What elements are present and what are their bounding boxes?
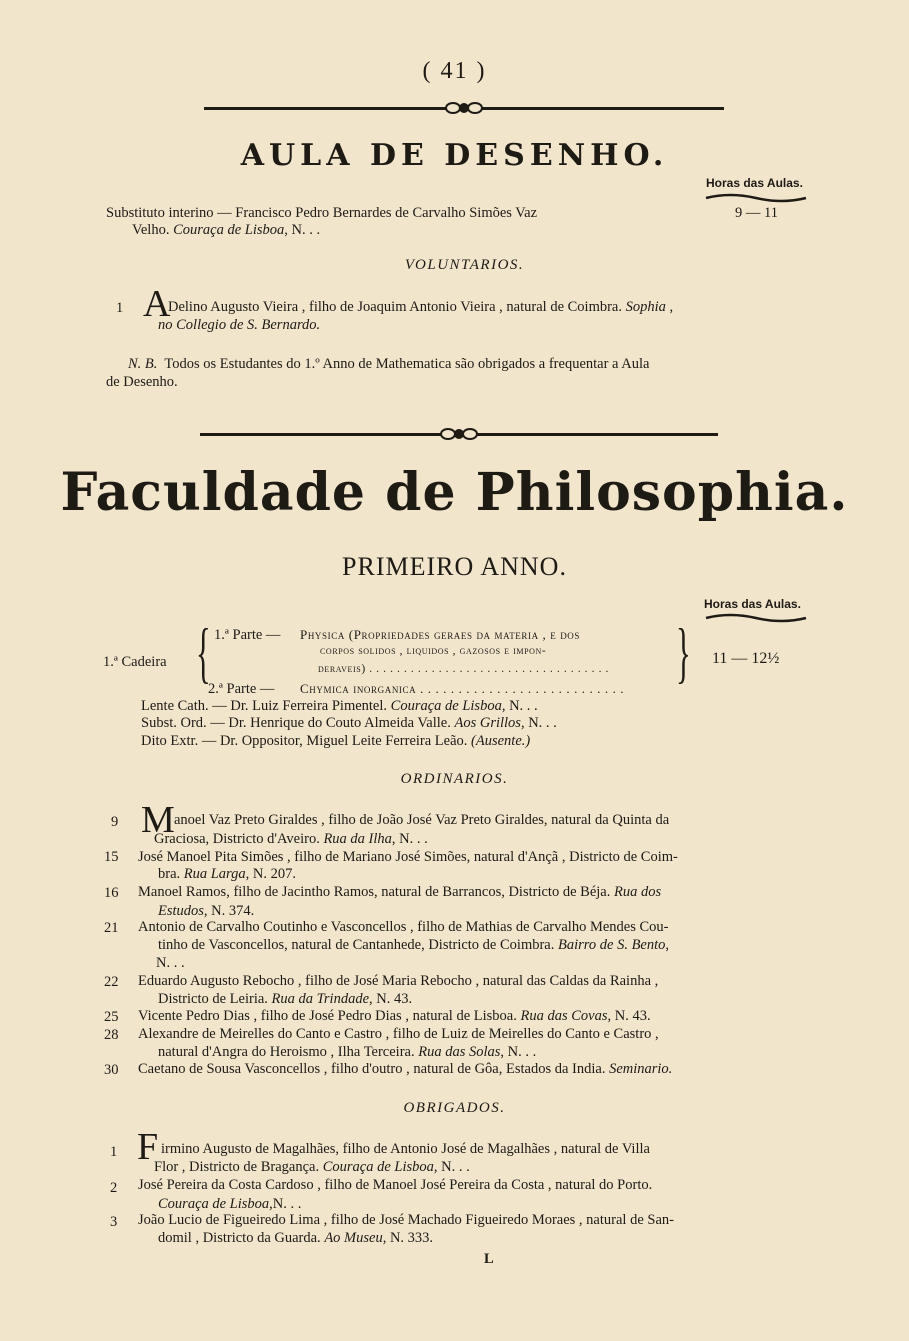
parte2-label: 2.ª Parte — xyxy=(208,681,275,697)
obr-line: José Pereira da Costa Cardoso , filho de Manoel José Pereira da Costa , natural do Porto. xyxy=(138,1177,653,1193)
drop-cap-f: F xyxy=(137,1126,159,1168)
ord-num: 9 xyxy=(111,814,119,830)
left-brace: { xyxy=(196,614,211,690)
parte2-text: Chymica inorganica . . . . . . . . . . . . . . . . . . . . . . . . . . . xyxy=(300,681,625,696)
ornamental-rule-top xyxy=(204,102,724,116)
ord-num: 16 xyxy=(104,885,119,901)
page-number: ( 41 ) xyxy=(422,58,487,84)
aula-title: AULA DE DESENHO. xyxy=(240,138,669,173)
subst-line: Subst. Ord. — Dr. Henrique do Couto Almeida Valle. Aos Grillos, N. . . xyxy=(141,715,557,731)
cadeira-label: 1.ª Cadeira xyxy=(103,654,167,670)
lente-line: Lente Cath. — Dr. Luiz Ferreira Pimentel. Couraça de Lisboa, N. . . xyxy=(141,698,538,714)
ord-num: 21 xyxy=(104,920,119,936)
nota-bene-line2: de Desenho. xyxy=(106,374,178,390)
ord-line: José Manoel Pita Simões , filho de Mariano José Simões, natural d'Ançã , Districto de Coim- xyxy=(138,849,678,865)
voluntario-number: 1 xyxy=(116,300,124,316)
obr-num: 1 xyxy=(110,1144,118,1160)
ord-line: natural d'Angra do Heroismo , Ilha Terceira. Rua das Solas, N. . . xyxy=(158,1044,537,1060)
drop-cap-m: M xyxy=(141,799,175,841)
ord-line: Vicente Pedro Dias , filho de José Pedro Dias , natural de Lisboa. Rua das Covas, N. 43. xyxy=(138,1008,651,1024)
ord-line: Antonio de Carvalho Coutinho e Vasconcellos , filho de Mathias de Carvalho Mendes Cou- xyxy=(138,919,669,935)
ord-line: Alexandre de Meirelles do Canto e Castro , filho de Luiz de Meirelles do Canto e Castro , xyxy=(138,1026,659,1042)
ord-line: Eduardo Augusto Rebocho , filho de José Maria Rebocho , natural das Caldas da Rainha , xyxy=(138,973,659,989)
aula-horas: 9 — 11 xyxy=(735,205,778,221)
ord-line: Manoel Ramos, filho de Jacintho Ramos, natural de Barrancos, Districto de Béja. Rua dos xyxy=(138,884,662,900)
ord-line: Caetano de Sousa Vasconcellos , filho d'outro , natural de Gôa, Estados da India. Seminario. xyxy=(138,1061,673,1077)
horas-label-1: Horas das Aulas. xyxy=(706,176,803,190)
voluntario-line2: no Collegio de S. Bernardo. xyxy=(158,317,321,333)
ord-num: 25 xyxy=(104,1009,119,1025)
voluntario-line1: Delino Augusto Vieira , filho de Joaquim Antonio Vieira , natural de Coimbra. Sophia , xyxy=(168,299,674,315)
ord-num: 15 xyxy=(104,849,119,865)
obr-line: irmino Augusto de Magalhães, filho de Antonio José de Magalhães , natural de Villa xyxy=(161,1141,650,1157)
ord-num: 28 xyxy=(104,1027,119,1043)
nota-bene-line1: N. B. Todos os Estudantes do 1.º Anno de Mathematica são obrigados a frequentar a Aula xyxy=(128,356,650,372)
obr-num: 2 xyxy=(110,1180,118,1196)
ord-num: 30 xyxy=(104,1062,119,1078)
horas-label-2: Horas das Aulas. xyxy=(704,597,801,611)
right-brace: } xyxy=(676,614,691,690)
ordinarios-heading: ORDINARIOS. xyxy=(400,771,509,787)
obr-line: João Lucio de Figueiredo Lima , filho de José Machado Figueiredo Moraes , natural de San- xyxy=(138,1212,674,1228)
flourish-2 xyxy=(704,611,808,625)
signature-mark: L xyxy=(484,1251,494,1267)
ornamental-rule-middle xyxy=(200,428,718,442)
ord-line: Districto de Leiria. Rua da Trindade, N. 43. xyxy=(158,991,413,1007)
flourish-1 xyxy=(704,191,808,205)
ord-line: anoel Vaz Preto Giraldes , filho de João José Vaz Preto Giraldes, natural da Quinta da xyxy=(174,812,670,828)
obr-line: domil , Districto da Guarda. Ao Museu, N. 333. xyxy=(158,1230,434,1246)
ord-line: Estudos, N. 374. xyxy=(158,903,255,919)
faculdade-title: Faculdade de Philosophia. xyxy=(60,462,849,523)
obrigados-heading: OBRIGADOS. xyxy=(403,1100,506,1116)
substituto-line1: Substituto interino — Francisco Pedro Bernardes de Carvalho Simões Vaz xyxy=(106,205,538,221)
ord-num: 22 xyxy=(104,974,119,990)
obr-line: Couraça de Lisboa,N. . . xyxy=(158,1196,302,1212)
parte1-line3: deraveis) . . . . . . . . . . . . . . . . . . . . . . . . . . . . . . . . . . . xyxy=(318,663,610,675)
drop-cap-a: A xyxy=(143,283,171,325)
parte1-line1: Physica (Propriedades geraes da materia , e dos xyxy=(300,627,581,642)
ord-line: Graciosa, Districto d'Aveiro. Rua da Ilha, N. . . xyxy=(154,831,428,847)
ord-line: N. . . xyxy=(156,955,185,971)
obr-num: 3 xyxy=(110,1214,118,1230)
parte1-line2: corpos solidos , liquidos , gazosos e impon- xyxy=(320,645,547,657)
dito-line: Dito Extr. — Dr. Oppositor, Miguel Leite Ferreira Leão. (Ausente.) xyxy=(141,733,531,749)
cadeira-horas: 11 — 12½ xyxy=(712,650,780,667)
voluntarios-heading: VOLUNTARIOS. xyxy=(404,257,525,273)
substituto-line2: Velho. Couraça de Lisboa, N. . . xyxy=(132,222,321,238)
obr-line: Flor , Districto de Bragança. Couraça de Lisboa, N. . . xyxy=(154,1159,470,1175)
ord-line: bra. Rua Larga, N. 207. xyxy=(158,866,297,882)
ord-line: tinho de Vasconcellos, natural de Cantanhede, Districto de Coimbra. Bairro de S. Bento, xyxy=(158,937,670,953)
parte1-label: 1.ª Parte — xyxy=(214,627,281,643)
anno-heading: PRIMEIRO ANNO. xyxy=(342,552,567,581)
